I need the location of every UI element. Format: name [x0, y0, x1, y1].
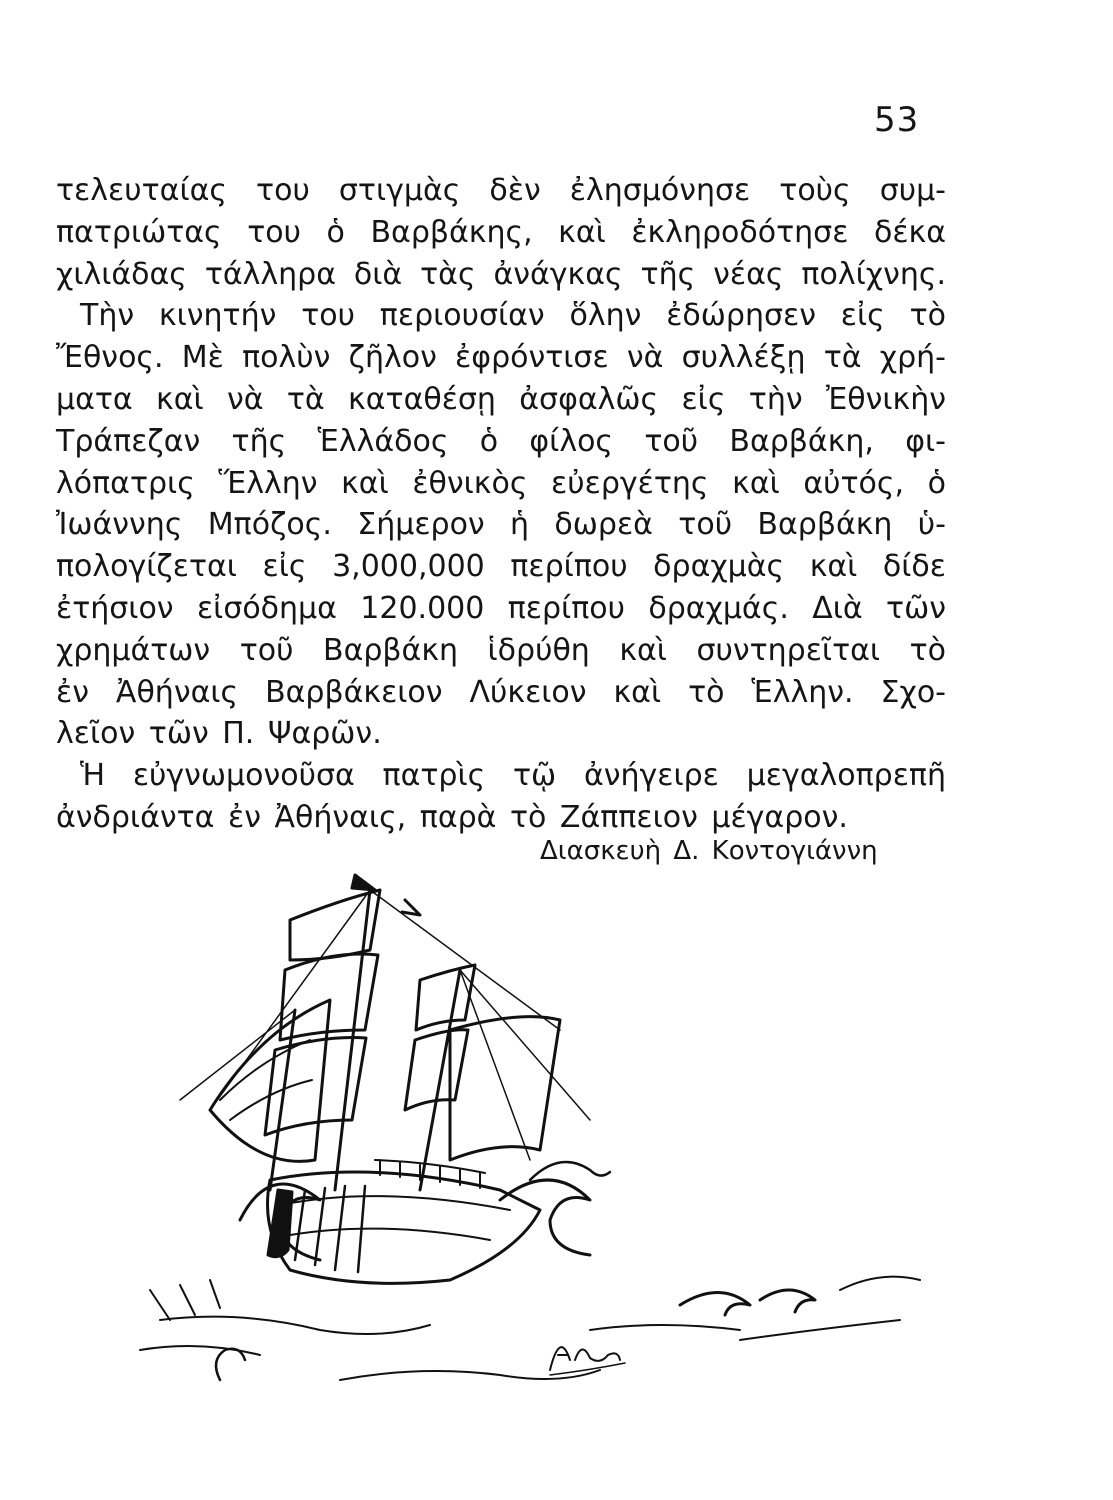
text-line: Τὴν κινητήν του περιουσίαν ὅλην ἐδώρησεν εἰς τὸ [80, 298, 946, 334]
text-line: Ἔθνος. Μὲ πολὺν ζῆλον ἐφρόντισε νὰ συλλέξῃ τὰ χρή- [56, 340, 946, 376]
text-line: Τράπεζαν τῆς Ἑλλάδος ὁ φίλος τοῦ Βαρβάκη, φι- [56, 423, 946, 459]
text-line: ἀνδριάντα ἐν Ἀθήναις, παρὰ τὸ Ζάππειον μέγαρον. [56, 799, 848, 835]
text-line: πατριώτας του ὁ Βαρβάκης, καὶ ἐκληροδότησε δέκα [56, 214, 946, 250]
text-line: ἐν Ἀθήναις Βαρβάκειον Λύκειον καὶ τὸ Ἑλλην. Σχο- [56, 674, 946, 710]
text-line: τελευταίας του στιγμὰς δὲν ἐλησμόνησε τοὺς συμ- [56, 173, 946, 208]
text-line: ἐτήσιον εἰσόδημα 120.000 περίπου δραχμάς. Διὰ τῶν [56, 590, 946, 626]
text-line: χρημάτων τοῦ Βαρβάκη ἱδρύθη καὶ συντηρεῖται τὸ [56, 632, 946, 668]
text-line: χιλιάδας τάλληρα διὰ τὰς ἀνάγκας τῆς νέας πολίχνης. [56, 256, 946, 292]
text-line: Ἰωάννης Μπόζος. Σήμερον ἡ δωρεὰ τοῦ Βαρβάκη ὑ- [56, 507, 946, 543]
attribution: Διασκευὴ Δ. Κοντογιάννη [540, 836, 878, 866]
text-line: λόπατρις Ἕλλην καὶ ἐθνικὸς εὐεργέτης καὶ αὐτός, ὁ [56, 465, 946, 501]
text-line: ματα καὶ νὰ τὰ καταθέσῃ ἀσφαλῶς εἰς τὴν Ἐθνικὴν [56, 381, 946, 417]
text-line: λεῖον τῶν Π. Ψαρῶν. [56, 716, 382, 752]
body-text [56, 170, 946, 839]
artist-signature [550, 1347, 625, 1375]
sailing-ship-illustration [120, 860, 950, 1420]
text-line: Ἡ εὐγνωμονοῦσα πατρὶς τῷ ἀνήγειρε μεγαλοπρεπῆ [80, 758, 946, 794]
text-line: πολογίζεται εἰς 3,000,000 περίπου δραχμὰς καὶ δίδε [56, 549, 946, 585]
ship-drawing [120, 860, 950, 1420]
page-number: 53 [874, 100, 920, 140]
